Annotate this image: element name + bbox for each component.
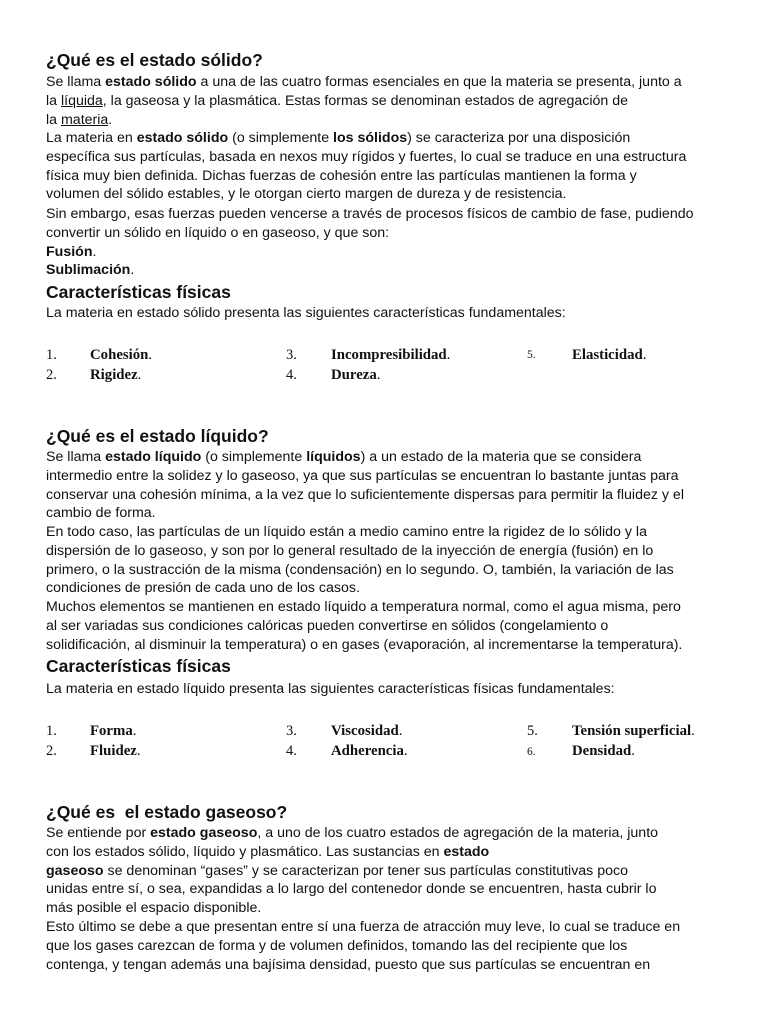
list-number: 1.: [46, 347, 57, 363]
list-item: Elasticidad.: [572, 347, 647, 363]
liquid-characteristics-heading: Características físicas: [46, 656, 231, 676]
list-item: Rigidez.: [90, 367, 142, 383]
gas-paragraph-2: Esto último se debe a que presentan entre sí una fuerza de atracción muy leve, lo cual se traduce en que los gases carezcan de forma y de volumen definidos, tomando las del recipiente que los contenga, y tengan además una bajísima densidad, puesto que sus partículas se encuentran en: [46, 919, 681, 973]
list-number: 2.: [46, 743, 57, 759]
solid-paragraph-2: La materia en estado sólido (o simplemente los sólidos) se caracteriza por una disposición específica sus partículas, basada en nexos muy rígidos y fuertes, lo cual se traduce en una estructura física muy bien definida. Dichas fuerzas de cohesión entre las partículas mantienen la forma y volumen del sólido estables, y le otorgan cierto margen de dureza y de resistencia.: [46, 130, 687, 203]
list-item: Dureza.: [331, 367, 381, 383]
list-number: 6.: [527, 746, 536, 758]
list-number: 5.: [527, 349, 536, 361]
solid-characteristics-heading: Características físicas: [46, 282, 231, 302]
list-item: Viscosidad.: [331, 723, 403, 739]
list-item: Forma.: [90, 723, 137, 739]
list-number: 5.: [527, 723, 538, 739]
list-item: Tensión superficial.: [572, 723, 695, 739]
list-item: Fluidez.: [90, 743, 141, 759]
list-item: Cohesión.: [90, 347, 153, 363]
gas-heading: ¿Qué es el estado gaseoso?: [46, 802, 288, 822]
list-number: 3.: [286, 347, 297, 363]
process-fusion: Fusión: [46, 243, 93, 260]
liquid-paragraph-3: Muchos elementos se mantienen en estado líquido a temperatura normal, como el agua misma, pero al ser variadas sus condiciones calóricas pueden convertirse en sólidos (congelamiento o solidificación, al disminuir la temperatura) o en gases (evaporación, al incrementarse la temperatura).: [46, 599, 683, 653]
liquid-paragraph-1: Se llama estado líquido (o simplemente líquidos) a un estado de la materia que se considera intermedio entre la solidez y lo gaseoso, ya que sus partículas se encuentran lo bastante juntas para conservar una cohesión mínima, a la vez que lo suficientemente dispersas para permitir la fluidez y el cambio de forma.: [46, 449, 684, 522]
solid-paragraph-3: Sin embargo, esas fuerzas pueden vencerse a través de procesos físicos de cambio de fase, pudiendo convertir un sólido en líquido o en gaseoso, y que son: Fusión. Sublimación.: [46, 206, 694, 279]
materia-link[interactable]: materia: [60, 111, 109, 128]
list-number: 2.: [46, 367, 57, 383]
liquid-paragraph-2: En todo caso, las partículas de un líquido están a medio camino entre la rigidez de lo sólido y la dispersión de lo gaseoso, y son por lo general resultado de la inyección de energía (fusión) en lo primero, o la sustracción de la misma (condensación) en lo segundo. O, también, la variación de las condiciones de presión de cada uno de los casos.: [46, 524, 674, 597]
process-sublimacion: Sublimación: [46, 262, 131, 279]
list-number: 4.: [286, 367, 297, 383]
solid-heading: ¿Qué es el estado sólido?: [46, 50, 263, 70]
list-item: Densidad.: [572, 743, 635, 759]
list-number: 3.: [286, 723, 297, 739]
list-number: 1.: [46, 723, 57, 739]
liquid-heading: ¿Qué es el estado líquido?: [46, 426, 269, 446]
list-number: 4.: [286, 743, 297, 759]
list-item: Incompresibilidad.: [331, 347, 451, 363]
solid-paragraph-1: Se llama estado sólido a una de las cuatro formas esenciales en que la materia se presenta, junto a la líquida, la gaseosa y la plasmática. Estas formas se denominan estados de agregación de la materia.: [46, 74, 682, 128]
list-item: Adherencia.: [331, 743, 408, 759]
solid-characteristics-intro: La materia en estado sólido presenta las siguientes características fundamentales:: [46, 305, 566, 321]
liquida-link[interactable]: líquida: [60, 92, 103, 109]
liquid-characteristics-intro: La materia en estado líquido presenta las siguientes características físicas fundamentales:: [46, 681, 615, 697]
gas-paragraph-1: Se entiende por estado gaseoso, a uno de los cuatro estados de agregación de la materia, junto con los estados sólido, líquido y plasmático. Las sustancias en estado gaseoso se denominan “gases” y se caracterizan por tener sus partículas constitutivas poco unidas entre sí, o sea, expandidas a lo largo del contenedor donde se encuentren, hasta cubrir lo más posible el espacio disponible.: [46, 825, 659, 917]
